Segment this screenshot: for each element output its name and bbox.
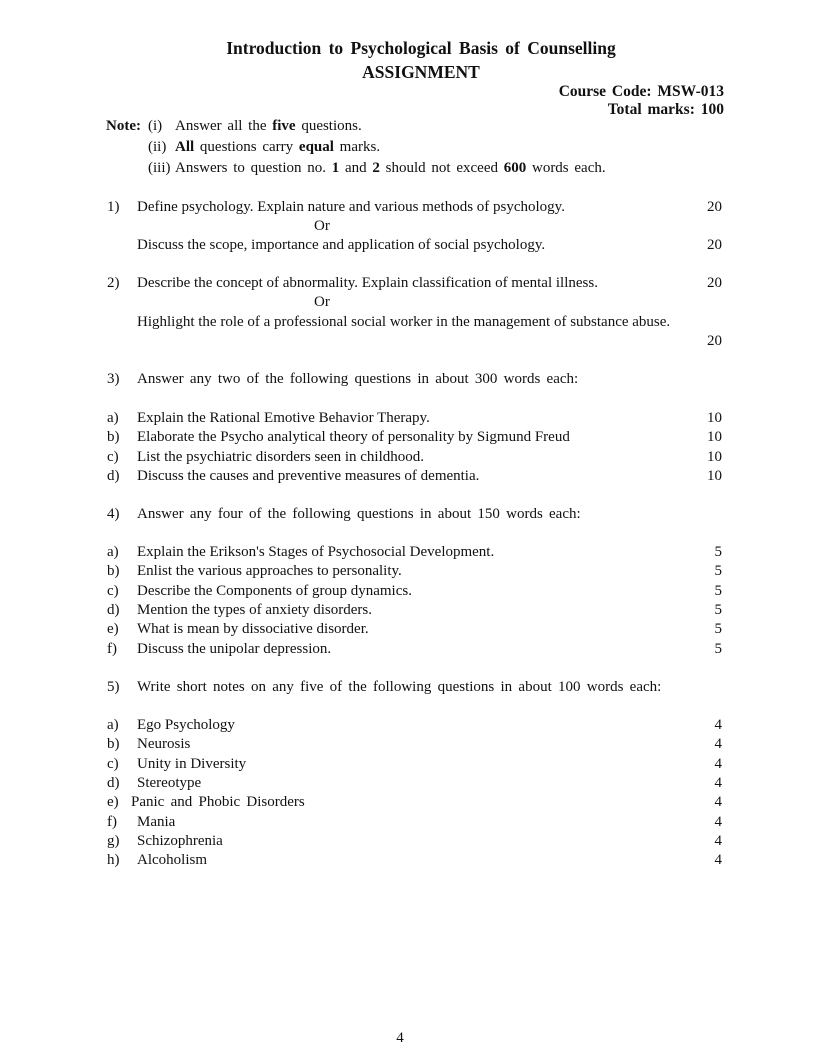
question-number: 4) [107,506,120,522]
subitem-text: Elaborate the Psycho analytical theory of personality by Sigmund Freud [137,429,570,446]
subitem-label: h) [107,852,120,869]
question-number: 2) [107,275,120,291]
course-code: Course Code: MSW-013 [558,83,724,100]
note-label: Note: [106,118,141,134]
subitem-text: Panic and Phobic Disorders [131,794,305,811]
total-marks: Total marks: 100 [607,101,724,118]
subitem-text: List the psychiatric disorders seen in childhood. [137,448,425,465]
note-text: words each. [526,160,606,176]
subitem-label: b) [107,429,120,446]
subitem-label: a) [107,410,119,426]
subitem-text: Ego Psychology [137,717,235,733]
subitem-marks: 4 [714,794,722,811]
note-emphasis: All [175,139,195,155]
subitem-text: Describe the Components of group dynamics. [137,582,412,599]
subitem-marks: 10 [707,429,722,446]
subitem-marks: 10 [707,410,722,426]
question-number: 3) [107,371,120,387]
subitem-marks: 4 [714,774,722,791]
subitem-text: Stereotype [137,774,202,791]
subitem-text: Enlist the various approaches to personality. [137,563,402,580]
subitem-marks: 4 [714,736,722,753]
subitem-label: d) [107,601,120,618]
question-text: Write short notes on any five of the following questions in about 100 words each: [137,679,662,695]
note-item-text [175,160,606,177]
subitem-text: Mention the types of anxiety disorders. [137,601,372,618]
subitem-text: Mania [137,813,176,830]
document-subtitle: ASSIGNMENT [362,62,480,82]
subitem-label: b) [107,736,120,753]
question-text: Answer any four of the following questions in about 150 words each: [137,506,581,522]
note-emphasis: 1 [331,160,340,176]
or-separator: Or [314,218,330,234]
subitem-text: Explain the Rational Emotive Behavior Therapy. [137,410,430,426]
note-emphasis: five [272,118,296,134]
subitem-marks: 5 [714,544,722,560]
note-item-text [175,139,380,156]
note-item-num: (ii) [148,139,167,155]
subitem-marks: 4 [714,852,722,869]
subitem-label: a) [107,717,119,733]
note-text: questions carry [194,139,299,155]
question-alt-text: Discuss the scope, importance and application of social psychology. [137,237,546,253]
note-text: Answer all the [175,118,273,134]
subitem-marks: 5 [714,601,722,618]
question-number: 5) [107,679,120,695]
note-emphasis: equal [298,139,334,155]
note-item-num: (i) [148,118,163,134]
subitem-label: c) [107,582,119,599]
subitem-label: a) [107,544,119,560]
subitem-label: d) [107,774,120,791]
subitem-marks: 5 [714,563,722,580]
subitem-label: f) [107,813,117,830]
subitem-marks: 4 [714,717,722,733]
question-number: 1) [107,199,120,215]
question-alt-marks: 20 [707,333,722,349]
question-alt-text: Highlight the role of a professional social worker in the management of substance abuse. [137,314,671,330]
subitem-label: d) [107,467,120,484]
subitem-marks: 4 [714,832,722,849]
note-item-text [175,118,362,135]
note-text: should not exceed [379,160,504,176]
or-separator: Or [314,294,330,310]
subitem-text: What is mean by dissociative disorder. [137,621,369,638]
subitem-label: b) [107,563,120,580]
note-text: questions. [295,118,362,134]
subitem-text: Discuss the unipolar depression. [137,640,332,657]
subitem-marks: 10 [707,467,722,484]
subitem-marks: 5 [714,640,722,657]
subitem-label: c) [107,448,119,465]
note-emphasis: 600 [503,160,527,176]
subitem-label: c) [107,755,119,772]
page-number: 4 [396,1030,404,1046]
subitem-text: Explain the Erikson's Stages of Psychosocial Development. [137,544,495,560]
subitem-marks: 5 [714,582,722,599]
note-text: Answers to question no. [175,160,332,176]
note-emphasis: 2 [372,160,380,176]
note-text: and [339,160,373,176]
subitem-text: Alcoholism [137,852,207,869]
subitem-label: f) [107,640,117,657]
note-item-num: (iii) [148,160,171,176]
subitem-label: e) [107,621,119,638]
question-marks: 20 [707,199,722,215]
subitem-marks: 10 [707,448,722,465]
question-marks: 20 [707,275,722,291]
question-text: Answer any two of the following questions in about 300 words each: [137,371,579,387]
subitem-marks: 4 [714,755,722,772]
document-title: Introduction to Psychological Basis of Counselling [226,38,616,58]
subitem-text: Unity in Diversity [137,755,247,772]
subitem-label: g) [107,832,120,849]
subitem-text: Neurosis [137,736,191,753]
note-text: marks. [333,139,381,155]
subitem-label: e) [107,794,119,811]
question-text: Define psychology. Explain nature and various methods of psychology. [137,199,565,215]
subitem-marks: 5 [714,621,722,638]
question-alt-marks: 20 [707,237,722,253]
question-text: Describe the concept of abnormality. Explain classification of mental illness. [137,275,598,291]
subitem-marks: 4 [714,813,722,830]
subitem-text: Schizophrenia [137,832,223,849]
subitem-text: Discuss the causes and preventive measures of dementia. [137,467,480,484]
